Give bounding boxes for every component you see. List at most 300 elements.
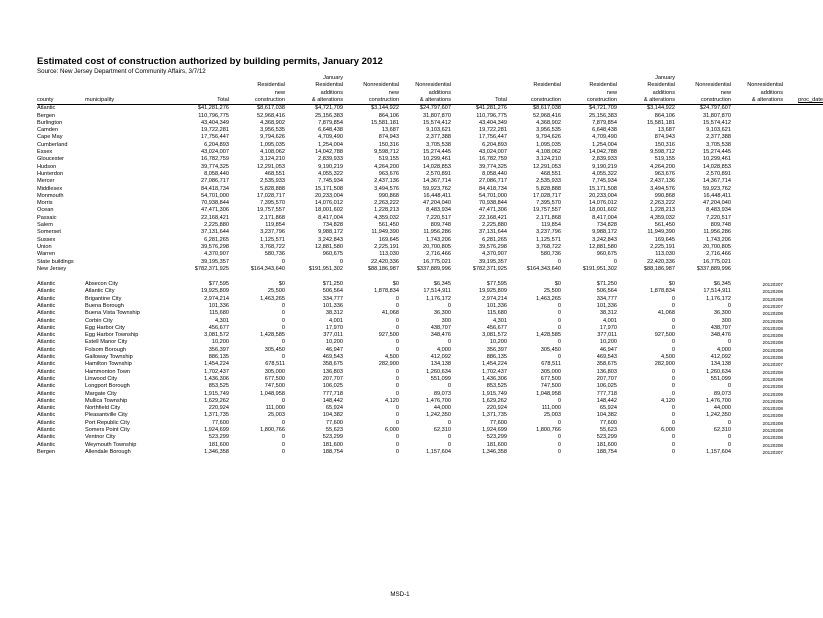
county-cell: Atlantic xyxy=(37,310,56,317)
proc-date-cell: 20120208 xyxy=(762,442,783,448)
value-cell: 27,086,717 xyxy=(201,178,229,185)
value-cell: 17,970 xyxy=(599,324,617,331)
county-row xyxy=(37,127,823,134)
county-cell: New Jersey xyxy=(37,265,67,272)
value-cell: $0 xyxy=(554,281,561,288)
value-cell: 0 xyxy=(395,412,399,419)
value-cell: 4,120 xyxy=(661,397,675,404)
value-cell: 1,157,604 xyxy=(706,448,731,455)
value-cell: 0 xyxy=(557,339,561,346)
value-cell: 84,418,734 xyxy=(201,185,229,192)
header-cell: Nonresidential xyxy=(415,82,451,89)
value-cell: $88,186,987 xyxy=(367,265,399,272)
value-cell: 101,336 xyxy=(322,303,343,309)
value-cell: 77,600 xyxy=(489,419,507,426)
county-cell: Passaic xyxy=(37,214,57,221)
county-cell: Atlantic xyxy=(37,288,56,295)
value-cell: 853,525 xyxy=(486,383,507,390)
value-cell: 305,450 xyxy=(540,346,561,353)
value-cell: 52,968,416 xyxy=(257,112,285,119)
value-cell: 506,564 xyxy=(596,288,617,295)
value-cell: 523,299 xyxy=(486,434,507,441)
value-cell: 62,310 xyxy=(433,427,451,434)
value-cell: 1,915,749 xyxy=(204,390,229,397)
municipality-row xyxy=(37,281,823,288)
value-cell: 809,748 xyxy=(710,222,731,229)
value-cell: 4,500 xyxy=(661,354,675,361)
header-cell: additions xyxy=(652,89,675,96)
value-cell: 1,743,206 xyxy=(426,236,451,243)
proc-date-cell xyxy=(731,156,783,163)
value-cell: $0 xyxy=(278,281,285,288)
county-row xyxy=(37,266,823,273)
value-cell: 16,448,411 xyxy=(423,192,451,199)
county-row xyxy=(37,251,823,258)
value-cell: 1,800,766 xyxy=(260,427,285,434)
value-cell: $164,343,640 xyxy=(526,265,561,272)
value-cell: 9,103,621 xyxy=(706,127,731,134)
value-cell: 101,336 xyxy=(208,303,229,309)
value-cell: 46,947 xyxy=(599,346,617,353)
value-cell: 77,600 xyxy=(325,419,343,426)
municipality-row xyxy=(37,318,823,325)
value-cell: 22,420,336 xyxy=(371,258,399,265)
header-cell xyxy=(507,90,561,97)
value-cell: 0 xyxy=(447,303,451,309)
municipality-cell xyxy=(85,222,169,229)
header-cell: construction xyxy=(229,97,285,105)
value-cell: 7,395,570 xyxy=(260,200,285,207)
value-cell: 36,300 xyxy=(713,310,731,317)
proc-date-cell xyxy=(731,259,783,266)
value-cell: 134,138 xyxy=(710,361,731,368)
municipality-cell xyxy=(85,186,169,193)
county-cell: Cape May xyxy=(37,134,63,141)
header-cell: January xyxy=(655,75,675,82)
value-cell: 6,281,265 xyxy=(204,236,229,243)
header-cell: additions xyxy=(320,89,343,96)
value-cell: 47,204,040 xyxy=(423,200,451,207)
value-cell: 4,120 xyxy=(385,397,399,404)
county-row xyxy=(37,215,823,222)
value-cell: 348,476 xyxy=(710,332,731,339)
value-cell: 27,086,717 xyxy=(479,178,507,185)
value-cell: $191,951,302 xyxy=(308,265,343,272)
county-cell: Atlantic xyxy=(37,339,56,346)
municipality-cell xyxy=(85,105,169,113)
value-cell: 54,701,000 xyxy=(479,192,507,199)
header-cell xyxy=(675,75,731,82)
header-cell xyxy=(37,82,85,89)
header-cell xyxy=(85,90,169,97)
value-cell: 6,000 xyxy=(661,427,675,434)
county-cell: Atlantic xyxy=(37,375,56,382)
county-cell: Atlantic xyxy=(37,434,56,441)
value-cell: 2,225,880 xyxy=(482,222,507,229)
county-row xyxy=(37,207,823,214)
value-cell: $4,721,709 xyxy=(589,105,617,112)
value-cell: 506,564 xyxy=(322,288,343,295)
value-cell: 0 xyxy=(395,441,399,448)
value-cell: 960,675 xyxy=(322,251,343,258)
value-cell: 207,707 xyxy=(596,375,617,382)
value-cell: 1,878,834 xyxy=(374,288,399,295)
value-cell: 886,135 xyxy=(486,354,507,361)
value-cell: 13,687 xyxy=(657,127,675,134)
value-cell: 9,988,172 xyxy=(592,229,617,236)
header-cell: Nonresidential xyxy=(747,82,783,89)
value-cell: 37,131,644 xyxy=(201,229,229,236)
value-cell: 20,700,805 xyxy=(423,243,451,250)
value-cell: 0 xyxy=(281,448,285,455)
proc-date-cell: 20120208 xyxy=(762,311,783,317)
construction-cost-table xyxy=(37,75,823,456)
municipality-cell: Northfield City xyxy=(85,405,121,412)
value-cell: 0 xyxy=(447,441,451,448)
header-cell xyxy=(37,90,85,97)
county-cell: Mercer xyxy=(37,178,55,185)
proc-date-cell xyxy=(731,120,783,127)
value-cell: 468,551 xyxy=(264,170,285,177)
municipality-cell xyxy=(85,229,169,236)
header-cell: & alterations xyxy=(399,97,451,105)
value-cell: 0 xyxy=(281,434,285,441)
value-cell: 0 xyxy=(447,383,451,390)
value-cell: 1,878,834 xyxy=(650,288,675,295)
value-cell: 334,777 xyxy=(322,295,343,302)
header-row xyxy=(37,97,823,105)
municipality-row xyxy=(37,339,823,346)
header-cell: construction xyxy=(343,97,399,105)
value-cell: 0 xyxy=(395,448,399,455)
value-cell: 18,001,602 xyxy=(315,207,343,214)
value-cell: 43,404,349 xyxy=(201,119,229,126)
value-cell: $24,797,607 xyxy=(419,105,451,112)
proc-date-cell xyxy=(731,164,783,171)
county-cell: Salem xyxy=(37,222,53,229)
county-cell: Bergen xyxy=(37,112,56,119)
value-cell: 1,228,213 xyxy=(650,207,675,214)
value-cell: 25,003 xyxy=(267,412,285,419)
value-cell: 677,500 xyxy=(540,375,561,382)
value-cell: 39,576,298 xyxy=(479,243,507,250)
value-cell: 41,068 xyxy=(381,310,399,317)
value-cell: 47,471,306 xyxy=(479,207,507,214)
proc-date-cell: 20120208 xyxy=(762,428,783,434)
value-cell: 1,371,735 xyxy=(204,412,229,419)
value-cell: 3,242,843 xyxy=(592,236,617,243)
value-cell: 134,138 xyxy=(430,361,451,368)
value-cell: 2,263,222 xyxy=(650,200,675,207)
municipality-row xyxy=(37,361,823,368)
value-cell: 15,274,445 xyxy=(703,149,731,156)
value-cell: 2,437,136 xyxy=(374,178,399,185)
value-cell: 469,543 xyxy=(596,354,617,361)
value-cell: 19,757,557 xyxy=(533,207,561,214)
county-cell: Camden xyxy=(37,127,59,134)
value-cell: 4,370,907 xyxy=(482,251,507,258)
municipality-cell xyxy=(85,120,169,127)
value-cell: 4,709,490 xyxy=(592,134,617,141)
value-cell: $337,889,996 xyxy=(696,265,731,272)
value-cell: 960,675 xyxy=(596,251,617,258)
value-cell: 551,099 xyxy=(430,375,451,382)
value-cell: 0 xyxy=(557,354,561,361)
municipality-row xyxy=(37,303,823,310)
header-cell xyxy=(783,82,823,89)
value-cell: 0 xyxy=(395,303,399,309)
value-cell: 115,680 xyxy=(487,310,507,317)
value-cell: 8,058,440 xyxy=(482,170,507,177)
value-cell: 20,700,805 xyxy=(703,243,731,250)
value-cell: 927,500 xyxy=(654,332,675,339)
value-cell: 136,803 xyxy=(596,368,617,375)
value-cell: 19,925,809 xyxy=(201,288,229,295)
county-cell: Middlesex xyxy=(37,185,63,192)
value-cell: 3,237,796 xyxy=(536,229,561,236)
header-cell: construction xyxy=(561,97,617,105)
value-cell: 65,924 xyxy=(325,405,343,412)
county-row xyxy=(37,105,823,113)
value-cell: 188,754 xyxy=(322,448,343,455)
value-cell: 0 xyxy=(671,346,675,353)
municipality-cell: Egg Harbor City xyxy=(85,324,125,331)
value-cell: 0 xyxy=(557,448,561,455)
value-cell: 734,828 xyxy=(596,222,617,229)
municipality-row xyxy=(37,412,823,419)
value-cell: 11,949,390 xyxy=(371,229,399,236)
value-cell: 864,106 xyxy=(378,112,399,119)
value-cell: 7,879,854 xyxy=(592,119,617,126)
header-cell: Residential xyxy=(257,82,285,89)
proc-date-cell: 20120207 xyxy=(762,304,783,309)
value-cell: 17,514,911 xyxy=(423,288,451,295)
header-cell: county xyxy=(37,97,85,105)
value-cell: 220,924 xyxy=(208,405,229,412)
value-cell: 4,370,907 xyxy=(204,251,229,258)
value-cell: 3,494,576 xyxy=(374,185,399,192)
value-cell: 0 xyxy=(395,419,399,426)
county-cell: Sussex xyxy=(37,236,56,243)
value-cell: 1,924,699 xyxy=(482,427,507,434)
value-cell: 2,716,466 xyxy=(426,251,451,258)
county-cell: Atlantic xyxy=(37,419,56,426)
value-cell: 16,782,759 xyxy=(201,156,229,163)
proc-date-cell xyxy=(731,215,783,222)
value-cell: 1,463,265 xyxy=(536,295,561,302)
value-cell: 39,774,325 xyxy=(201,163,229,170)
value-cell: 2,377,388 xyxy=(426,134,451,141)
value-cell: 12,291,053 xyxy=(533,163,561,170)
value-cell: $0 xyxy=(392,281,399,288)
page-footer: MSD-1 xyxy=(390,591,410,598)
value-cell: 6,204,893 xyxy=(204,141,229,148)
value-cell: 9,794,626 xyxy=(536,134,561,141)
value-cell: 0 xyxy=(671,441,675,448)
header-cell xyxy=(37,75,85,82)
value-cell: 7,745,934 xyxy=(592,178,617,185)
value-cell: 0 xyxy=(727,383,731,390)
county-row xyxy=(37,171,823,178)
value-cell: 0 xyxy=(671,390,675,397)
value-cell: 0 xyxy=(671,317,675,324)
county-cell: Atlantic xyxy=(37,332,56,339)
value-cell: 0 xyxy=(395,324,399,331)
value-cell: 77,600 xyxy=(599,419,617,426)
value-cell: 4,301 xyxy=(215,317,229,324)
county-row xyxy=(37,164,823,171)
proc-date-cell xyxy=(731,113,783,120)
value-cell: 1,454,224 xyxy=(204,361,229,368)
value-cell: 8,483,934 xyxy=(706,207,731,214)
header-cell: municipality xyxy=(85,97,169,105)
county-row xyxy=(37,134,823,141)
value-cell: $88,186,987 xyxy=(643,265,675,272)
value-cell: 47,204,040 xyxy=(703,200,731,207)
county-row xyxy=(37,200,823,207)
value-cell: 305,450 xyxy=(264,346,285,353)
value-cell: 358,675 xyxy=(322,361,343,368)
municipality-cell: Galloway Township xyxy=(85,354,133,361)
value-cell: 9,103,621 xyxy=(426,127,451,134)
value-cell: 0 xyxy=(671,412,675,419)
value-cell: 110,796,775 xyxy=(476,112,507,119)
value-cell: 4,264,200 xyxy=(374,163,399,170)
value-cell: 16,448,411 xyxy=(703,192,731,199)
value-cell: $782,371,925 xyxy=(194,265,229,272)
county-cell: Burlington xyxy=(37,119,63,126)
value-cell: 15,171,508 xyxy=(589,185,617,192)
value-cell: 0 xyxy=(281,310,285,317)
value-cell: 7,220,517 xyxy=(426,214,451,221)
value-cell: 0 xyxy=(557,397,561,404)
municipality-cell xyxy=(85,171,169,178)
municipality-cell xyxy=(85,244,169,251)
value-cell: 1,629,262 xyxy=(204,397,229,404)
value-cell: 3,237,796 xyxy=(260,229,285,236)
value-cell: 1,176,172 xyxy=(426,295,451,302)
proc-date-cell: 20120208 xyxy=(762,347,783,353)
proc-date-cell xyxy=(731,178,783,185)
value-cell: 777,718 xyxy=(322,390,343,397)
header-cell: new xyxy=(606,89,617,96)
value-cell: 0 xyxy=(557,441,561,448)
value-cell: 0 xyxy=(281,303,285,309)
value-cell: 3,242,843 xyxy=(318,236,343,243)
proc-date-cell xyxy=(731,186,783,193)
municipality-cell: Atlantic City xyxy=(85,288,115,295)
header-cell xyxy=(451,75,507,82)
value-cell: 11,949,390 xyxy=(647,229,675,236)
value-cell: 0 xyxy=(557,303,561,309)
value-cell: 0 xyxy=(671,339,675,346)
value-cell: 4,108,062 xyxy=(260,149,285,156)
proc-date-cell xyxy=(731,171,783,178)
value-cell: 300 xyxy=(721,317,731,324)
value-cell: 1,242,350 xyxy=(426,412,451,419)
value-cell: 4,359,032 xyxy=(650,214,675,221)
value-cell: 1,915,749 xyxy=(482,390,507,397)
value-cell: 14,076,012 xyxy=(589,200,617,207)
header-cell: new xyxy=(388,89,399,96)
value-cell: 2,171,868 xyxy=(260,214,285,221)
value-cell: 0 xyxy=(727,419,731,426)
proc-date-cell: 20120208 xyxy=(762,406,783,412)
value-cell: 44,000 xyxy=(713,405,731,412)
value-cell: 8,417,004 xyxy=(592,214,617,221)
header-cell: & alterations xyxy=(285,97,343,105)
value-cell: 9,190,219 xyxy=(318,163,343,170)
county-row xyxy=(37,259,823,266)
value-cell: 0 xyxy=(613,258,617,265)
county-cell: Somerset xyxy=(37,229,61,236)
value-cell: 10,299,461 xyxy=(423,156,451,163)
header-cell: Residential xyxy=(315,82,343,89)
header-cell: new xyxy=(720,89,731,96)
value-cell: 13,687 xyxy=(381,127,399,134)
value-cell: 519,155 xyxy=(654,156,675,163)
value-cell: 2,225,191 xyxy=(374,243,399,250)
value-cell: 113,030 xyxy=(655,251,675,258)
value-cell: 59,923,762 xyxy=(423,185,451,192)
value-cell: 113,030 xyxy=(379,251,399,258)
value-cell: $41,281,276 xyxy=(197,105,229,112)
municipality-row xyxy=(37,376,823,383)
value-cell: 65,924 xyxy=(599,405,617,412)
value-cell: 89,073 xyxy=(713,390,731,397)
municipality-cell xyxy=(85,266,169,273)
county-cell: Atlantic xyxy=(37,105,56,112)
value-cell: 11,956,286 xyxy=(703,229,731,236)
value-cell: 148,442 xyxy=(596,397,617,404)
header-cell: Nonresidential xyxy=(695,82,731,89)
value-cell: 0 xyxy=(281,397,285,404)
proc-date-cell: 20120208 xyxy=(762,398,783,404)
municipality-cell xyxy=(85,142,169,149)
value-cell: 17,028,717 xyxy=(257,192,285,199)
county-row xyxy=(37,178,823,185)
proc-date-cell xyxy=(731,200,783,207)
value-cell: 15,274,445 xyxy=(423,149,451,156)
value-cell: 4,055,322 xyxy=(592,170,617,177)
value-cell: 17,514,911 xyxy=(703,288,731,295)
value-cell: 10,200 xyxy=(599,339,617,346)
value-cell: 169,645 xyxy=(654,236,675,243)
proc-date-cell: 20120208 xyxy=(762,369,783,375)
value-cell: 119,854 xyxy=(541,222,561,229)
proc-date-cell: 20120208 xyxy=(762,289,783,295)
proc-date-cell xyxy=(731,222,783,229)
value-cell: 0 xyxy=(395,317,399,324)
value-cell: 6,281,265 xyxy=(482,236,507,243)
value-cell: $6,345 xyxy=(433,281,451,288)
value-cell: 0 xyxy=(281,258,285,265)
value-cell: 54,701,000 xyxy=(201,192,229,199)
header-cell xyxy=(783,75,823,82)
value-cell: 0 xyxy=(671,303,675,309)
value-cell: 0 xyxy=(671,405,675,412)
municipality-row xyxy=(37,391,823,398)
value-cell: 1,463,265 xyxy=(260,295,285,302)
value-cell: 9,794,626 xyxy=(260,134,285,141)
value-cell: 334,777 xyxy=(596,295,617,302)
value-cell: 1,702,437 xyxy=(482,368,507,375)
value-cell: 39,195,357 xyxy=(201,258,229,265)
value-cell: 17,970 xyxy=(325,324,343,331)
value-cell: 25,500 xyxy=(267,288,285,295)
value-cell: 0 xyxy=(281,419,285,426)
value-cell: 0 xyxy=(671,383,675,390)
